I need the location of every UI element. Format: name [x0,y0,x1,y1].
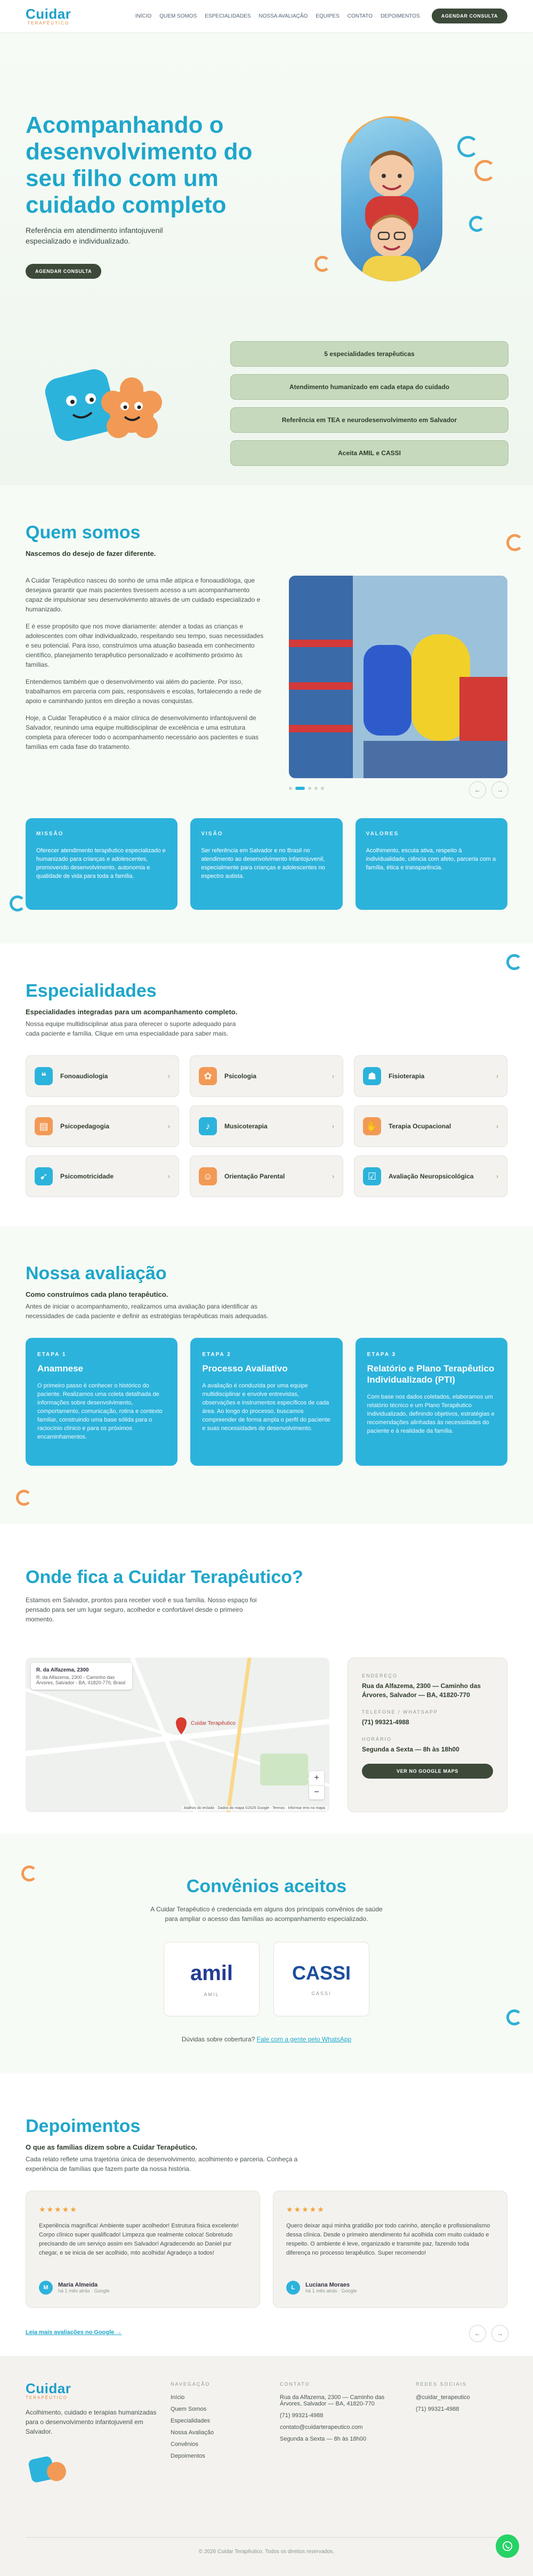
spiral-decoration [506,534,523,551]
carousel-dot[interactable] [321,787,324,790]
footer-about: Acolhimento, cuidado e terapias humanizadas para o desenvolvimento infantojuvenil em Salvador. [26,2409,157,2435]
info-label: HORÁRIO [362,1737,392,1742]
hero-highlights [230,341,508,466]
speech-icon: ❝ [35,1067,53,1085]
map-zoom-controls [309,1771,324,1799]
footer-address: Rua da Alfazema, 2300 — Caminho das Árvores, Salvador — BA, 41820-770 [280,2394,385,2407]
chevron-right-icon: › [168,1072,170,1080]
highlight-pill: 5 especialidades terapêuticas [230,341,508,367]
info-label: ENDEREÇO [362,1673,398,1678]
chevron-right-icon: › [332,1173,334,1180]
footer-link[interactable]: Depoimentos [171,2453,205,2459]
evaluation-text: Antes de iniciar o acompanhamento, realizamos uma avaliação para identificar as necessidades de cada paciente e definir as estratégias terapêuticas mais adequadas. [26,1303,269,1320]
evaluation-title: Nossa avaliação [26,1263,167,1283]
book-icon: ▤ [35,1117,53,1135]
insurance-text: A Cuidar Terapêutico é credenciada em alguns dos principais convênios de saúde para ampliar o acesso das famílias ao acompanhamento especializado. [150,1905,383,1923]
music-icon: ♪ [199,1117,217,1135]
spiral-decoration [469,216,485,232]
carousel-prev-button[interactable]: ← [469,781,486,798]
about-paragraph: E é esse propósito que nos move diariamente: atender a todas as crianças e adolescentes com olhar individualizado, respeitando seu tempo, suas necessidades e seu potencial. Para isso, construímos uma atuação baseada em conhecimento científico, planejamento terapêutico personalizado e acolhimento próximo às famílias. [26,623,264,668]
specialty-item[interactable] [354,1105,507,1147]
body-icon: ☗ [363,1067,381,1085]
chevron-right-icon: › [496,1123,498,1130]
map-info-card [31,1663,132,1690]
card-title: VISÃO [201,831,223,837]
step-title: Processo Avaliativo [202,1363,288,1374]
reviews-title: Depoimentos [26,2116,141,2136]
whatsapp-float-button[interactable] [496,2534,519,2558]
specialty-label: Musicoterapia [224,1123,268,1130]
review-text: Experiência magnífica! Ambiente super acolhedor! Estrutura física excelente! Corpo clínico super qualificado! Limpeza que realmente coloca! Sobretudo precisando de um serviço assim em Salvador! Agradecendo ao Daniel pur chegar, e se inicia de ser acolhido, mto acolhida! Agradeço a todos! [39,2223,239,2256]
location-info-card [348,1658,507,1812]
chevron-right-icon: › [168,1123,170,1130]
info-label: TELEFONE / WHATSAPP [362,1709,438,1715]
specialty-label: Psicopedagogia [60,1123,110,1130]
insurance-card-amil [164,1942,260,2016]
nav-item-quem-somos[interactable]: QUEM SOMOS [159,13,197,19]
specialty-label: Terapia Ocupacional [389,1123,451,1130]
footer-divider [26,2537,507,2538]
location-text: Estamos em Salvador, prontos para receber você e sua família. Nosso espaço foi pensado para ser um lugar seguro, acolhedor e confortável desde o primeiro momento. [26,1596,257,1623]
specialties-lead: Especialidades integradas para um acompanhamento completo. [26,1008,238,1016]
chevron-right-icon: › [168,1173,170,1180]
brand-name: Cuidar [26,5,71,22]
about-paragraph: Hoje, a Cuidar Terapêutico é a maior clínica de desenvolvimento infantojuvenil de Salvador, reunindo uma equipe multidisciplinar de excelência e uma estrutura completa para oferecer todo o acompanhamento necessário aos pacientes e suas famílias em cada fase do tratamento. [26,714,259,750]
highlight-pill: Referência em TEA e neurodesenvolvimento em Salvador [230,407,508,433]
therapy-room-photo [289,576,507,778]
nav-cta-button[interactable]: AGENDAR CONSULTA [432,9,507,23]
specialty-item[interactable] [354,1156,507,1197]
footer-brand [26,2381,164,2492]
insurance-question [26,2036,507,2043]
nav-item-inicio[interactable]: INÍCIO [135,13,152,19]
specialty-label: Fisioterapia [389,1072,425,1080]
instagram-link[interactable]: @cuidar_terapeutico [416,2394,470,2401]
specialty-item[interactable] [190,1055,343,1097]
map-pin-label: Cuidar Terapêutico [191,1721,236,1726]
highlight-pill: Atendimento humanizado em cada etapa do cuidado [230,374,508,400]
step-card [26,1338,177,1466]
specialty-item[interactable] [354,1055,507,1097]
footer-heading: REDES SOCIAIS [416,2381,467,2387]
step-title: Anamnese [37,1363,83,1374]
map-zoom-in[interactable]: + [314,1773,319,1782]
footer-link[interactable]: Especialidades [171,2418,210,2424]
review-stars: ★★★★★ [286,2205,325,2214]
specialties-section [0,943,533,1226]
carousel-dot[interactable] [308,787,311,790]
carousel-arrows [469,781,508,798]
location-section [0,1524,533,1834]
step-number: ETAPA 2 [202,1352,231,1358]
clipboard-icon: ☑ [363,1167,381,1185]
reviews-lead: O que as famílias dizem sobre a Cuidar Terapêutico. [26,2143,197,2151]
info-address: Rua da Alfazema, 2300 — Caminho das Árvores, Salvador — BA, 41820-770 [362,1682,481,1699]
footer-mascot [26,2447,68,2490]
info-hours: Segunda a Sexta — 8h às 18h00 [362,1746,459,1753]
step-text: O primeiro passo é conhecer o histórico do paciente. Realizamos uma coleta detalhada de informações sobre desenvolvimento, comportamento, comunicação, rotina e contexto familiar, construindo uma base sólida para o raciocínio clínico e para os próximos encaminhamentos. [37,1383,163,1440]
nav-item-avaliacao[interactable]: NOSSA AVALIAÇÃO [259,13,308,19]
author-name: Luciana Moraes [305,2282,350,2288]
map-attribution[interactable]: Atalhos do teclado · Dados do mapa ©2025 Google · Termos · Informar erro no mapa [182,1806,327,1811]
more-reviews-link[interactable]: Leia mais avaliações no Google → [26,2329,122,2336]
review-card [26,2191,260,2308]
nav-item-depoimentos[interactable]: DEPOIMENTOS [381,13,420,19]
card-text: Oferecer atendimento terapêutico especializado e humanizado para crianças e adolescentes, promovendo desenvolvimento, autonomia e qualidade de vida para toda a família. [36,847,166,879]
hero-subtitle: Referência em atendimento infantojuvenil especializado e individualizado. [26,226,163,245]
insurance-logos [26,1942,507,2016]
card-title: VALORES [366,831,399,837]
whatsapp-link[interactable]: (71) 99321-4988 [416,2406,459,2412]
footer-heading: NAVEGAÇÃO [171,2381,211,2387]
reviews-next-button[interactable]: → [491,2325,508,2342]
mission-card [26,818,177,910]
insurance-name: AMIL [204,1991,220,1997]
specialty-label: Avaliação Neuropsicológica [389,1173,474,1180]
map-card-text: R. da Alfazema, 2300 - Caminho das Árvores, Salvador - BA, 41820-770, Brasil [36,1675,126,1685]
evaluation-steps [26,1338,507,1466]
nav-item-especialidades[interactable]: ESPECIALIDADES [205,13,251,19]
specialties-text: Nossa equipe multidisciplinar atua para oferecer o suporte adequado para cada paciente e família. Clique em uma especialidade para saber mais. [26,1020,236,1037]
footer-nav [171,2381,214,2465]
specialty-item[interactable] [26,1156,179,1197]
family-icon: ☺ [199,1167,217,1185]
specialty-label: Orientação Parental [224,1173,285,1180]
highlight-pill: Aceita AMIL e CASSI [230,440,508,466]
reviews-list [26,2191,507,2308]
footer-logo[interactable] [26,2381,164,2400]
review-card [273,2191,507,2308]
step-title: Relatório e Plano Terapêutico Individualizado (PTI) [367,1363,495,1385]
spiral-decoration [457,136,479,157]
google-maps-button[interactable]: VER NO GOOGLE MAPS [362,1764,493,1779]
footer-link[interactable]: Início [171,2394,185,2401]
footer-heading: CONTATO [280,2381,310,2387]
footer-link[interactable]: Nossa Avaliação [171,2429,214,2436]
step-number: ETAPA 3 [367,1352,397,1358]
hero-photo [341,116,442,281]
footer-hours: Segunda a Sexta — 8h às 18h00 [280,2436,367,2442]
chevron-right-icon: › [332,1123,334,1130]
reviews-arrows [469,2325,508,2342]
about-paragraph: A Cuidar Terapêutico nasceu do sonho de uma mãe atípica e fonoaudióloga, que desejava garantir que mais pacientes tivessem acesso a um acompanhamento capaz de impulsionar seu desenvolvimento através de um cuidado especializado e humanizado. [26,577,261,613]
vision-card [190,818,342,910]
card-text: Acolhimento, escuta ativa, respeito à individualidade, ciência com afeto, parceria com a família, ética e transparência. [366,847,496,871]
evaluation-section [0,1226,533,1524]
step-text: Com base nos dados coletados, elaboramos um relatório técnico e um Plano Terapêutico Individualizado, definindo objetivos, estratégias e recomendações alinhadas às necessidades do paciente e à realidade da família. [367,1394,495,1434]
mascot-illustration [33,352,172,458]
hand-icon: ✋ [363,1117,381,1135]
chevron-right-icon: › [496,1173,498,1180]
reviews-text: Cada relato reflete uma trajetória única de desenvolvimento, acolhimento e parceria. Conheça a experiência de famílias que fazem parte da nossa história. [26,2155,298,2173]
google-map[interactable] [26,1658,329,1812]
hero-cta-button[interactable]: AGENDAR CONSULTA [26,264,101,279]
brand-logo[interactable] [26,7,71,26]
footer-contact [280,2381,402,2448]
avatar: L [286,2281,300,2295]
about-section [0,485,533,943]
specialty-label: Fonoaudiologia [60,1072,108,1080]
insurance-card-cassi [273,1942,369,2016]
values-card [356,818,507,910]
carousel-dot[interactable] [289,787,292,790]
author-name: Maria Almeida [58,2282,98,2288]
cassi-logo: CASSI [292,1962,351,1984]
chevron-right-icon: › [332,1072,334,1080]
review-author [39,2281,110,2295]
avatar: M [39,2281,53,2295]
card-text: Ser referência em Salvador e no Brasil no atendimento ao desenvolvimento infantojuvenil, especialmente para crianças e adolescentes no espectro autista. [201,847,325,879]
question-text: Dúvidas sobre cobertura? [181,2036,255,2043]
spiral-decoration [474,160,496,181]
footer-link[interactable]: Quem Somos [171,2406,207,2412]
brain-icon: ✿ [199,1067,217,1085]
footer [0,2356,533,2576]
hero-section [0,32,533,485]
reviews-section [0,2073,533,2356]
footer-social [416,2381,470,2418]
nav-item-contato[interactable]: CONTATO [347,13,373,19]
spiral-decoration [506,954,522,970]
card-title: MISSÃO [36,831,64,837]
review-author [286,2281,357,2295]
about-photo-carousel[interactable] [289,576,507,778]
carousel-dots [289,787,324,790]
nav-menu [135,13,420,19]
chevron-right-icon: › [496,1072,498,1080]
spiral-decoration [10,895,26,911]
carousel-next-button[interactable]: → [491,781,508,798]
specialty-item[interactable] [190,1156,343,1197]
whatsapp-link[interactable]: Fale com a gente pelo WhatsApp [256,2036,352,2043]
specialty-label: Psicologia [224,1072,257,1080]
motion-icon: ➹ [35,1167,53,1185]
specialty-label: Psicomotricidade [60,1173,114,1180]
nav-item-equipes[interactable]: EQUIPES [316,13,340,19]
about-title: Quem somos [26,522,141,543]
insurance-name: CASSI [311,1991,332,1996]
insurance-section [0,1834,533,2073]
amil-logo: amil [190,1961,233,1985]
evaluation-lead: Como construímos cada plano terapêutico. [26,1290,168,1298]
brand-tagline: TERAPÊUTICO [27,20,70,26]
insurance-title: Convênios aceitos [186,1876,347,1896]
specialty-item[interactable] [190,1105,343,1147]
whatsapp-icon [502,2540,513,2552]
specialties-title: Especialidades [26,981,157,1001]
spiral-decoration [506,2009,522,2025]
info-phone: (71) 99321-4988 [362,1718,409,1726]
footer-email[interactable]: contato@cuidarterapeutico.com [280,2424,363,2430]
carousel-dot[interactable] [314,787,318,790]
specialties-grid [26,1055,507,1197]
step-number: ETAPA 1 [37,1352,67,1358]
spiral-decoration [21,1866,37,1881]
review-date: há 1 mês atrás · Google [58,2288,110,2294]
review-text: Quero deixar aqui minha gratidão por todo carinho, atenção e profissionalismo dessa clínica. Desde o primeiro atendimento fui acolhida com muito cuidado e respeito. O ambiente é leve, organizado e transmite paz, fazendo toda diferença no processo terapêutico. Super recomendo! [286,2223,490,2256]
top-nav [0,0,533,32]
spiral-decoration [16,1490,32,1506]
hero-title: Acompanhando o desenvolvimento do seu filho com um cuidado completo [26,112,253,218]
map-card-title: R. da Alfazema, 2300 [36,1667,89,1673]
step-text: A avaliação é conduzida por uma equipe multidisciplinar e envolve entrevistas, observações e instrumentos específicos de cada área. Ao longo do processo, buscamos compreender de forma ampla o perfil do paciente e suas necessidades de desenvolvimento. [202,1383,330,1432]
about-cards [26,818,507,910]
carousel-dot-active[interactable] [295,787,305,790]
specialty-item[interactable] [26,1055,179,1097]
review-stars: ★★★★★ [39,2205,78,2214]
step-card [190,1338,342,1466]
step-card [356,1338,507,1466]
brand-tagline: TERAPÊUTICO [26,2395,68,2400]
specialty-item[interactable] [26,1105,179,1147]
about-paragraph: Entendemos também que o desenvolvimento vai além do paciente. Por isso, trabalhamos em parceria com pais, responsáveis e escolas, fortalecendo a rede de apoio e caminhando juntos em direção a novas conquistas. [26,678,262,705]
location-title: Onde fica a Cuidar Terapêutico? [26,1567,303,1587]
copyright: © 2026 Cuidar Terapêutico. Todos os direitos reservados. [198,2549,335,2555]
spiral-decoration [314,256,330,272]
about-lead: Nascemos do desejo de fazer diferente. [26,550,156,558]
footer-link[interactable]: Convênios [171,2441,198,2448]
reviews-prev-button[interactable]: ← [469,2325,486,2342]
footer-phone[interactable]: (71) 99321-4988 [280,2412,324,2419]
brand-name: Cuidar [26,2380,71,2396]
map-zoom-out[interactable]: − [309,1785,324,1799]
review-date: há 1 mês atrás · Google [305,2288,357,2294]
